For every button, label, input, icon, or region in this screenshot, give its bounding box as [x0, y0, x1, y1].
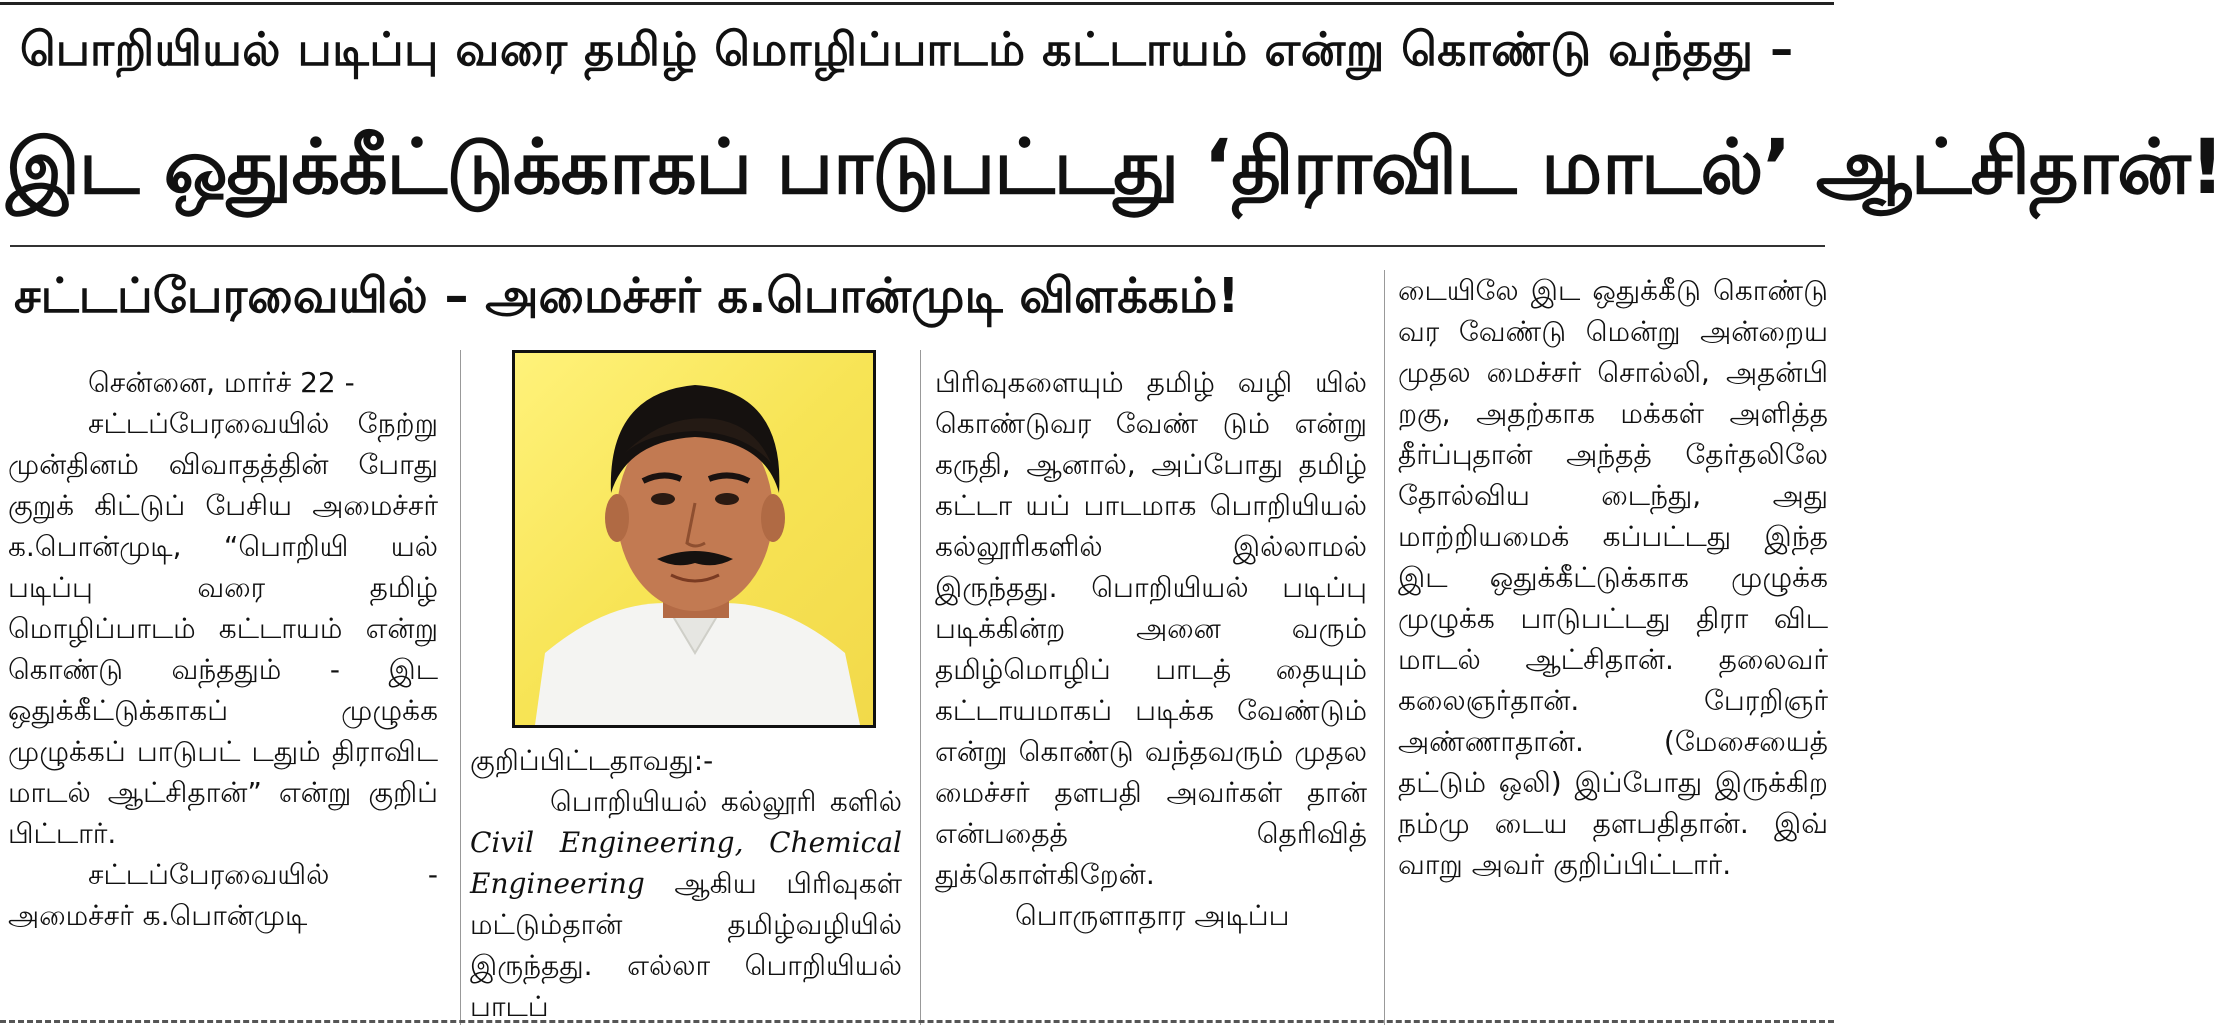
column-divider	[920, 350, 921, 1025]
bottom-dashed-rule	[0, 1020, 1834, 1023]
paragraph-text: ஆகிய பிரிவுகள் மட்டும்தான் தமிழ்வழியில் இருந்தது. எல்லா பொறியியல் பாடப்	[470, 867, 902, 1023]
article-headline: இட ஒதுக்கீட்டுக்காகப் பாடுபட்டது ‘திராவிட மாடல்’ ஆட்சிதான்!	[6, 122, 2224, 211]
latin-term: Civil Engineering,	[470, 826, 744, 859]
paragraph	[470, 781, 902, 1027]
paragraph-text: பொறியியல் கல்லூரி களில்	[550, 785, 902, 818]
column-divider	[1384, 270, 1385, 1025]
paragraph: சட்டப்பேரவையில் நேற்று முன்தினம் விவாதத்தின் போது குறுக் கிட்டுப் பேசிய அமைச்சர் க.பொன்முடி, “பொறியி யல் படிப்பு வரை தமிழ் மொழிப்பாடம் கட்டாயம் என்று கொண்டு வந்ததும் - இட ஒதுக்கீட்டுக்காகப் முழுக்க முழுக்கப் பாடுபட் டதும் திராவிட மாடல் ஆட்சிதான்” என்று குறிப் பிட்டார்.	[8, 407, 438, 850]
dateline: சென்னை, மார்ச் 22 -	[88, 366, 355, 399]
minister-portrait-photo	[512, 350, 876, 728]
article-column-4	[1398, 270, 1828, 1020]
article-column-2	[470, 740, 902, 1025]
paragraph: பிரிவுகளையும் தமிழ் வழி யில் கொண்டுவர வேண் டும் என்று கருதி, ஆனால், அப்போது தமிழ் கட்டா யப் பாடமாக பொறியியல் கல்லூரிகளில் இல்லாமல் இருந்தது. பொறியியல் படிப்பு படிக்கின்ற அனை வரும் தமிழ்மொழிப் பாடத் தையும் கட்டாயமாகப் படிக்க வேண்டும் என்று கொண்டு வந்தவரும் முதல மைச்சர் தளபதி அவர்கள் தான் என்பதைத் தெரிவித் துக்கொள்கிறேன்.	[935, 366, 1367, 891]
article-kicker: பொறியியல் படிப்பு வரை தமிழ் மொழிப்பாடம் கட்டாயம் என்று கொண்டு வந்தது –	[20, 22, 1794, 76]
lead-in: குறிப்பிட்டதாவது:-	[470, 744, 714, 777]
portrait-photo-icon	[515, 353, 873, 725]
paragraph: சட்டப்பேரவையில் - அமைச்சர் க.பொன்முடி	[8, 858, 438, 932]
article-column-3	[935, 362, 1367, 992]
headline-rule	[10, 245, 1825, 247]
latin-term: Chemical Engineering	[470, 826, 903, 900]
paragraph: பொருளாதார அடிப்ப	[1015, 899, 1290, 932]
article-column-1	[8, 362, 438, 1017]
column-divider	[460, 350, 461, 1025]
paragraph: டையிலே இட ஒதுக்கீடு கொண்டு வர வேண்டு மென்று அன்றைய முதல மைச்சர் சொல்லி, அதன்பி றகு, அதற்காக மக்கள் அளித்த தீர்ப்புதான் அந்தத் தேர்தலிலே தோல்விய டைந்து, அது மாற்றியமைக் கப்பட்டது இந்த இட ஒதுக்கீட்டுக்காக முழுக்க முழுக்க பாடுபட்டது திரா விட மாடல் ஆட்சிதான். தலைவர் கலைஞர்தான். பேரறிஞர் அண்ணாதான். (மேசையைத் தட்டும் ஒலி) இப்போது இருக்கிற நம்மு டைய தளபதிதான். இவ் வாறு அவர் குறிப்பிட்டார்.	[1398, 274, 1828, 881]
top-rule	[0, 2, 1834, 5]
article-subhead: சட்டப்பேரவையில் – அமைச்சர் க.பொன்முடி விளக்கம்!	[14, 268, 1240, 324]
